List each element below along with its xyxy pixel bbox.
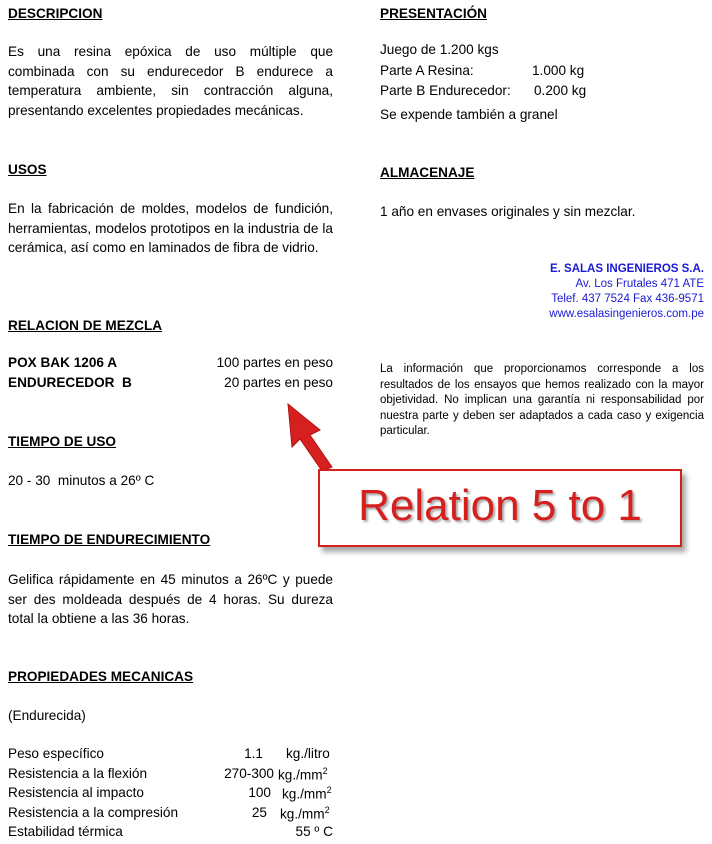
propiedad-value: 270-300: [224, 765, 274, 781]
tiempo-uso-text: 20 - 30 minutos a 26º C: [8, 473, 155, 488]
tiempo-uso-heading: TIEMPO DE USO: [8, 434, 117, 449]
propiedad-label: Resistencia a la flexión: [8, 765, 148, 781]
propiedad-unit-sup: 2: [324, 804, 330, 815]
propiedad-value: 100: [248, 785, 271, 800]
company-address: Av. Los Frutales 471 ATE: [575, 278, 704, 290]
presentacion-table: [380, 63, 600, 103]
propiedad-unit: 55 º C: [295, 824, 333, 839]
presentacion-granel: Se expende también a granel: [380, 107, 558, 122]
mezcla-row: [8, 355, 333, 375]
presentacion-label: Parte B Endurecedor:: [380, 83, 511, 98]
disclaimer-text: La información que proporcionamos corresponde a los resultados de los ensayos que hemos realizado con la mayor objetividad. No implican una garantía ni responsabilidad por nuestra parte y deben ser adaptados a cada caso y exigencia particular.: [380, 363, 704, 437]
callout-arrow-icon: [270, 395, 350, 475]
presentacion-label: Parte A Resina:: [380, 63, 474, 78]
propiedad-label: Resistencia al impacto: [8, 785, 144, 800]
mezcla-row: [8, 375, 333, 395]
propiedad-row: [8, 766, 333, 786]
propiedad-value: 25: [251, 804, 267, 820]
mezcla-heading: RELACION DE MEZCLA: [8, 318, 163, 333]
mezcla-label: POX BAK 1206 A: [8, 355, 118, 370]
almacenaje-heading: ALMACENAJE: [380, 165, 475, 180]
propiedad-unit: kg./mm: [278, 767, 323, 783]
endurecimiento-heading: TIEMPO DE ENDURECIMIENTO: [8, 532, 211, 547]
propiedades-subtitle: (Endurecida): [8, 708, 86, 723]
mezcla-value: 100 partes en peso: [216, 355, 333, 370]
presentacion-row: [380, 83, 600, 103]
propiedad-label: Estabilidad térmica: [8, 824, 123, 839]
propiedad-value: 1.1: [244, 746, 263, 761]
descripcion-heading: DESCRIPCION: [8, 6, 103, 21]
mezcla-label: ENDURECEDOR B: [8, 375, 132, 390]
presentacion-line: Juego de 1.200 kgs: [380, 42, 499, 57]
propiedad-row: [8, 805, 333, 825]
usos-heading: USOS: [8, 162, 47, 177]
presentacion-row: [380, 63, 600, 83]
descripcion-text: Es una resina epóxica de uso múltiple que combinada con su endurecedor B endurece a temperatura ambiente, sin contracción alguna, presentando excelentes propiedades mecánicas.: [8, 44, 333, 118]
company-block: [500, 262, 704, 322]
propiedad-unit-sup: 2: [322, 765, 328, 776]
presentacion-heading: PRESENTACIÓN: [380, 6, 487, 21]
presentacion-value: 1.000 kg: [532, 63, 585, 78]
company-phone: Telef. 437 7524 Fax 436-9571: [551, 293, 704, 305]
propiedad-label: Peso específico: [8, 746, 104, 761]
propiedad-label: Resistencia a la compresión: [8, 804, 179, 820]
mezcla-value: 20 partes en peso: [224, 375, 333, 390]
propiedad-unit: kg./litro: [286, 746, 330, 761]
propiedad-unit: kg./mm: [280, 806, 325, 822]
propiedad-row: [8, 785, 333, 805]
propiedades-heading: PROPIEDADES MECANICAS: [8, 669, 194, 684]
company-web[interactable]: www.esalasingenieros.com.pe: [549, 308, 704, 320]
propiedades-table: [8, 746, 333, 844]
propiedad-row: [8, 824, 333, 844]
almacenaje-text: 1 año en envases originales y sin mezclar.: [380, 204, 636, 219]
propiedad-unit: kg./mm: [282, 786, 327, 802]
callout-text: Relation 5 to 1: [358, 481, 642, 530]
mezcla-table: [8, 355, 333, 397]
callout-box: [318, 469, 682, 547]
propiedad-unit-sup: 2: [326, 785, 332, 795]
usos-text: En la fabricación de moldes, modelos de fundición, herramientas, modelos prototipos en la industria de la cerámica, así como en laminados de fibra de vidrio.: [8, 201, 333, 255]
presentacion-value: 0.200 kg: [534, 83, 587, 98]
propiedad-row: [8, 746, 333, 766]
endurecimiento-text: Gelifica rápidamente en 45 minutos a 26ºC y puede ser des moldeada después de 4 horas. Su dureza total la obtiene a las 36 horas.: [8, 572, 333, 626]
company-name: E. SALAS INGENIEROS S.A.: [550, 263, 704, 275]
